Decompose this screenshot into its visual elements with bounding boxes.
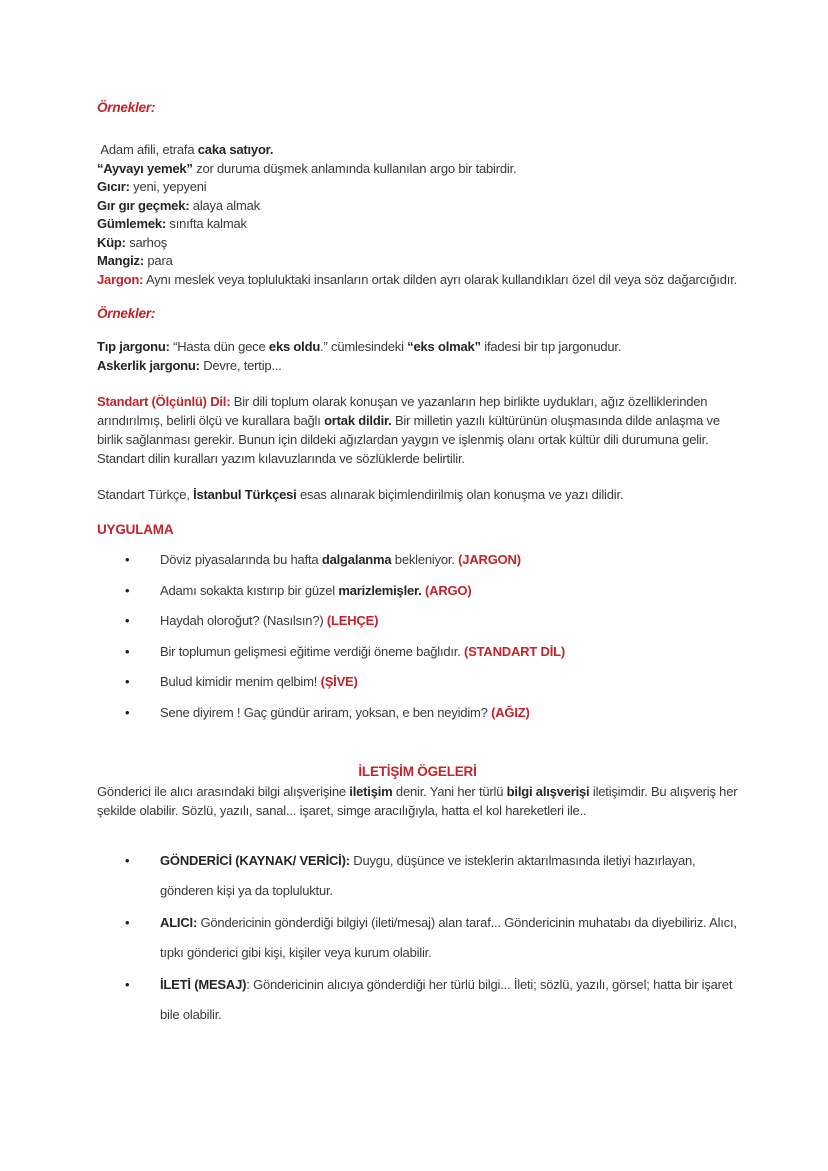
text-segment: iletişim [349,784,393,799]
text-segment: dalgalanma [321,552,392,567]
text-segment: Bulud kimidir menim qelbim! [160,674,321,689]
iletisim-ogesi-text [160,846,738,906]
argo-example-line [97,141,738,160]
text-segment: Askerlik jargonu: [97,357,200,373]
text-segment: (ARGO) [425,582,472,598]
iletisim-ogeleri-list [97,846,738,1030]
uygulama-item [125,551,738,570]
text-segment: Sene diyirem ! Gaç gündür ariram, yoksan, e ben neyidim? [160,704,492,720]
text-segment: denir. Yani her türlü [392,784,507,799]
argo-example-line [97,160,738,179]
tip-jargonu-line [97,338,738,357]
text-segment: para [143,253,173,268]
text-segment: Gümlemek: [97,216,167,231]
text-segment: bekleniyor. [391,552,459,567]
text-segment: Duygu, düşünce ve isteklerin aktarılmasında iletiyi hazırlayan, gönderen kişi ya da topluluktur. [160,853,696,898]
iletisim-ogesi-item [125,846,738,906]
argo-example-line [97,234,738,253]
iletisim-ogesi-text [160,970,738,1030]
uygulama-item-text [160,643,738,662]
iletisim-ogesi-text [160,908,738,968]
text-segment: (JARGON) [458,552,521,567]
uygulama-item-text [160,673,738,692]
bullet-icon: • [125,613,130,628]
text-segment: Mangiz: [97,253,144,268]
text-segment: GÖNDERİCİ (KAYNAK/ VERİCİ): [160,853,350,868]
text-segment: İLETİ (MESAJ) [160,977,247,992]
uygulama-item [125,673,738,692]
text-segment: “eks olmak” [407,339,481,354]
bullet-icon: • [125,977,130,992]
text-segment: ortak dildir. [324,413,392,428]
uygulama-item [125,612,738,631]
argo-example-line [97,178,738,197]
text-segment: Gır gır geçmek: [97,197,190,213]
uygulama-item [125,704,738,723]
uygulama-item [125,643,738,662]
text-segment: Bir milletin yazılı kültürünün oluşmasında dilde anlaşma ve birlik sağlanması gerekir. Bunun için dildeki ağızlardan yaygın ve işlenmiş olanı ortak kültür dili durumuna gelir. Standart dilin kuralları yazım kılavuzlarında ve sözlüklerde belirtilir. [97,413,720,466]
text-segment: esas alınarak biçimlendirilmiş olan konuşma ve yazı dilidir. [296,487,624,502]
text-segment: “Hasta dün gece [169,339,269,354]
examples-heading-1: Örnekler: [97,100,156,115]
argo-example-line [97,215,738,234]
text-segment: İstanbul Türkçesi [193,487,297,502]
uygulama-item [125,582,738,601]
text-segment: Döviz piyasalarında bu hafta [160,552,322,567]
text-segment: Gıcır: [97,179,130,194]
text-segment: caka satıyor. [197,142,274,157]
bullet-icon: • [125,552,130,567]
uygulama-item-text [160,704,738,723]
text-segment: Bir toplumun gelişmesi eğitime verdiği öneme bağlıdır. [160,643,465,659]
text-segment: Aynı meslek veya topluluktaki insanların ortak dilden ayrı olarak kullandıkları özel dil veya söz dağarcığıdır. [143,271,738,287]
text-segment: (ŞİVE) [320,674,358,689]
text-segment: Gönderici ile alıcı arasındaki bilgi alışverişine [97,784,350,799]
text-segment: Küp: [97,234,126,250]
uygulama-list [97,551,738,722]
examples-heading-2: Örnekler: [97,306,156,321]
text-segment: (LEHÇE) [326,613,379,628]
bullet-icon: • [125,915,130,930]
text-segment: Haydah oloroğut? (Nasılsın?) [160,613,327,628]
argo-example-line [97,252,738,271]
text-segment: yeni, yepyeni [129,179,207,194]
text-segment: (AĞIZ) [491,704,530,720]
bullet-icon: • [125,643,130,659]
uygulama-item-text [160,551,738,570]
iletisim-ogeleri-heading: İLETİŞİM ÖGELERİ [358,764,477,779]
text-segment: Adam afili, etrafa [97,142,198,157]
text-segment: Standart Türkçe, [97,487,194,502]
jargon-definition [97,271,738,290]
bullet-icon: • [125,704,130,720]
text-segment: ALICI: [160,915,198,930]
text-segment: sınıfta kalmak [166,216,247,231]
askerlik-jargonu-line [97,357,738,376]
text-segment: alaya almak [189,197,260,213]
bullet-icon: • [125,853,130,868]
text-segment: Göndericinin gönderdiği bilgiyi (ileti/mesaj) alan taraf... Göndericinin muhatabı da diyebiliriz. Alıcı, tıpkı gönderici gibi kişi, kişiler veya kurum olabilir. [160,915,737,960]
iletisim-ogesi-item [125,908,738,968]
text-segment: marizlemişler. [338,582,422,598]
text-segment: sarhoş [125,234,168,250]
text-segment: ifadesi bir tıp jargonudur. [480,339,622,354]
text-segment: eks oldu [268,339,321,354]
text-segment: Standart (Ölçünlü) Dil: [97,394,231,409]
jargon-examples [97,338,738,375]
iletisim-intro-paragraph [97,782,738,820]
uygulama-item-text [160,612,738,631]
text-segment: “Ayvayı yemek” [97,160,193,176]
text-segment: iletişimdir. Bu alışveriş her şekilde olabilir. Sözlü, yazılı, sanal... işaret, simge aracılığıyla, hatta el kol hareketleri ile.. [97,784,738,818]
uygulama-item-text [160,582,738,601]
argo-example-line [97,197,738,216]
iletisim-ogesi-item [125,970,738,1030]
standart-dil-paragraph [97,392,738,468]
text-segment: Bir dili toplum olarak konuşan ve yazanların hep birlikte uydukları, ağız özelliklerinden arındırılmış, belirli ölçü ve kurallara bağlı [97,394,708,428]
uygulama-heading: UYGULAMA [97,522,174,537]
text-segment: bilgi alışverişi [506,784,590,799]
text-segment: .” cümlesindeki [320,339,408,354]
argo-examples-list [97,141,738,289]
standart-turkce-paragraph [97,485,738,504]
bullet-icon: • [125,674,130,689]
text-segment: zor duruma düşmek anlamında kullanılan argo bir tabirdir. [192,160,517,176]
text-segment: Tıp jargonu: [97,339,170,354]
text-segment: Adamı sokakta kıstırıp bir güzel [160,582,339,598]
text-segment: : Göndericinin alıcıya gönderdiği her türlü bilgi... İleti; sözlü, yazılı, görsel; hatta bir işaret bile olabilir. [160,977,733,1022]
text-segment: (STANDART DİL) [464,643,565,659]
bullet-icon: • [125,582,130,598]
text-segment: Jargon: [97,271,144,287]
text-segment: Devre, tertip... [199,357,282,373]
